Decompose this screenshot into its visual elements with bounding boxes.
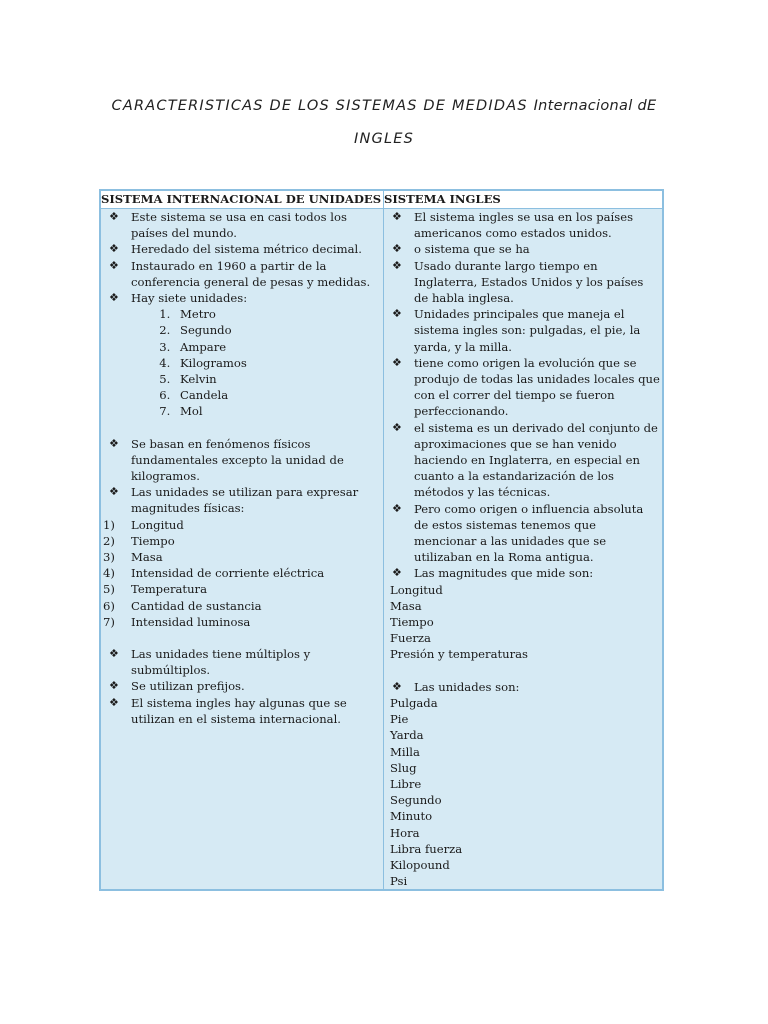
diamond-bullet-icon: ❖ (392, 258, 402, 272)
list-item-text: Las magnitudes que mide son: (414, 566, 594, 581)
unit-item: Psi (390, 874, 408, 889)
si-bullets-c (101, 646, 383, 727)
title-uppercase: CARACTERISTICAS DE LOS SISTEMAS DE MEDIDAS (111, 98, 528, 114)
unit-item: 5. Kelvin (174, 371, 383, 387)
document-title (100, 90, 668, 156)
list-item (384, 258, 662, 307)
magnitude-number: 5) (103, 582, 115, 597)
units-label: Las unidades son: (414, 679, 520, 694)
diamond-bullet-icon: ❖ (392, 242, 402, 256)
list-item-text: Hay siete unidades: (131, 291, 248, 306)
list-item-text: el sistema es un derivado del conjunto de aproximaciones que se han venido haciendo en Inglaterra, en especial en cuanto a la estandarización de los métodos y las técnicas. (414, 420, 658, 500)
magnitude-item: Fuerza (390, 631, 431, 646)
ingles-units (384, 695, 662, 889)
diamond-bullet-icon: ❖ (392, 307, 402, 321)
magnitude-text: Intensidad luminosa (131, 614, 251, 629)
unit-item: Pulgada (390, 695, 438, 710)
ingles-bullets (384, 209, 662, 582)
list-item (101, 484, 383, 516)
diamond-bullet-icon: ❖ (109, 436, 119, 450)
diamond-bullet-icon: ❖ (109, 242, 119, 256)
list-item (384, 420, 662, 501)
magnitude-item (101, 614, 383, 630)
magnitude-item (101, 565, 383, 581)
magnitude-text: Masa (131, 550, 163, 565)
diamond-bullet-icon: ❖ (392, 679, 402, 693)
si-column (100, 209, 384, 891)
diamond-bullet-icon: ❖ (392, 355, 402, 369)
title-line-2: INGLES (353, 131, 414, 147)
spacer (384, 663, 662, 679)
list-item-text: Este sistema se usa en casi todos los países del mundo. (131, 210, 347, 241)
magnitude-item (101, 517, 383, 533)
diamond-bullet-icon: ❖ (392, 566, 402, 580)
magnitude-number: 2) (103, 533, 115, 548)
si-magnitudes-list (101, 517, 383, 630)
list-item (101, 695, 383, 727)
diamond-bullet-icon: ❖ (392, 420, 402, 434)
list-item-text: Unidades principales que maneja el sistema ingles son: pulgadas, el pie, la yarda, y la milla. (414, 307, 641, 354)
magnitude-item: Presión y temperaturas (390, 647, 529, 662)
magnitude-text: Cantidad de sustancia (131, 598, 262, 613)
diamond-bullet-icon: ❖ (109, 679, 119, 693)
header-ingles: SISTEMA INGLES (384, 190, 664, 209)
si-units-list (101, 306, 383, 419)
list-item (384, 209, 662, 241)
magnitude-text: Intensidad de corriente eléctrica (131, 566, 325, 581)
list-item (384, 501, 662, 566)
unit-item: Pie (390, 712, 409, 727)
magnitude-number: 1) (103, 517, 115, 532)
list-item (101, 241, 383, 257)
diamond-bullet-icon: ❖ (109, 485, 119, 499)
magnitude-number: 7) (103, 614, 115, 629)
list-item-text: Heredado del sistema métrico decimal. (131, 242, 362, 257)
magnitude-item (101, 533, 383, 549)
list-item (101, 436, 383, 485)
list-item-text: Las unidades tiene múltiplos y submúltiplos. (131, 647, 311, 678)
unit-item: Milla (390, 744, 420, 759)
magnitude-item: Longitud (390, 582, 443, 597)
unit-item: Libre (390, 776, 422, 791)
magnitude-item (101, 581, 383, 597)
list-item (384, 355, 662, 420)
list-item-text: El sistema ingles hay algunas que se utilizan en el sistema internacional. (131, 695, 347, 726)
magnitude-item (101, 598, 383, 614)
unit-item: Hora (390, 825, 420, 840)
magnitude-number: 4) (103, 566, 115, 581)
list-item-text: Se utilizan prefijos. (131, 679, 245, 694)
unit-item: Kilopound (390, 857, 450, 872)
spacer (101, 420, 383, 436)
comparison-table (99, 189, 664, 891)
diamond-bullet-icon: ❖ (109, 647, 119, 661)
unit-item: Segundo (390, 793, 442, 808)
unit-item: 2. Segundo (174, 322, 383, 338)
list-item (384, 306, 662, 355)
magnitude-item: Tiempo (390, 615, 434, 630)
magnitude-item (101, 549, 383, 565)
ingles-column (384, 209, 664, 891)
diamond-bullet-icon: ❖ (392, 501, 402, 515)
list-item (384, 565, 662, 581)
unit-item: 4. Kilogramos (174, 355, 383, 371)
list-item-text: Se basan en fenómenos físicos fundamentales excepto la unidad de kilogramos. (131, 436, 344, 484)
magnitude-number: 6) (103, 598, 115, 613)
magnitude-text: Tiempo (131, 533, 175, 548)
list-item-text: o sistema que se ha (414, 242, 530, 257)
unit-item: 3. Ampare (174, 339, 383, 355)
list-item-text: tiene como origen la evolución que se produjo de todas las unidades locales que con el correr del tiempo se fueron perfeccionando. (414, 355, 660, 419)
unit-item: 7. Mol (174, 403, 383, 419)
magnitude-text: Longitud (131, 517, 184, 532)
diamond-bullet-icon: ❖ (109, 695, 119, 709)
diamond-bullet-icon: ❖ (109, 291, 119, 305)
title-mixed: Internacional dE (533, 98, 657, 114)
list-item-text: Pero como origen o influencia absoluta de estos sistemas tenemos que mencionar a las unidades que se utilizaban en la Roma antigua. (414, 501, 644, 565)
table-body-row (100, 209, 663, 891)
magnitude-number: 3) (103, 550, 115, 565)
list-item (101, 290, 383, 306)
unit-item: 1. Metro (174, 306, 383, 322)
list-item (384, 679, 662, 695)
title-line-1 (100, 90, 668, 123)
list-item-text: Instaurado en 1960 a partir de la conferencia general de pesas y medidas. (131, 258, 371, 289)
diamond-bullet-icon: ❖ (109, 258, 119, 272)
ingles-magnitudes (384, 582, 662, 663)
magnitude-item: Masa (390, 598, 422, 613)
list-item (101, 258, 383, 290)
list-item-text: Usado durante largo tiempo en Inglaterra, Estados Unidos y los países de habla inglesa. (414, 258, 644, 306)
list-item (101, 646, 383, 678)
ingles-units-heading (384, 679, 662, 695)
magnitude-text: Temperatura (131, 582, 208, 597)
list-item (384, 241, 662, 257)
si-bullets-b (101, 436, 383, 517)
list-item-text: El sistema ingles se usa en los países americanos como estados unidos. (414, 210, 634, 241)
header-si: SISTEMA INTERNACIONAL DE UNIDADES (100, 190, 384, 209)
diamond-bullet-icon: ❖ (392, 210, 402, 223)
table-header-row (100, 190, 663, 209)
unit-item: 6. Candela (174, 387, 383, 403)
unit-item: Minuto (390, 809, 433, 824)
list-item-text: Las unidades se utilizan para expresar magnitudes físicas: (131, 485, 359, 516)
spacer (101, 630, 383, 646)
unit-item: Slug (390, 760, 417, 775)
unit-item: Libra fuerza (390, 841, 463, 856)
unit-item: Yarda (390, 728, 424, 743)
list-item (101, 209, 383, 241)
si-bullets-a (101, 209, 383, 306)
list-item (101, 678, 383, 694)
diamond-bullet-icon: ❖ (109, 210, 119, 223)
